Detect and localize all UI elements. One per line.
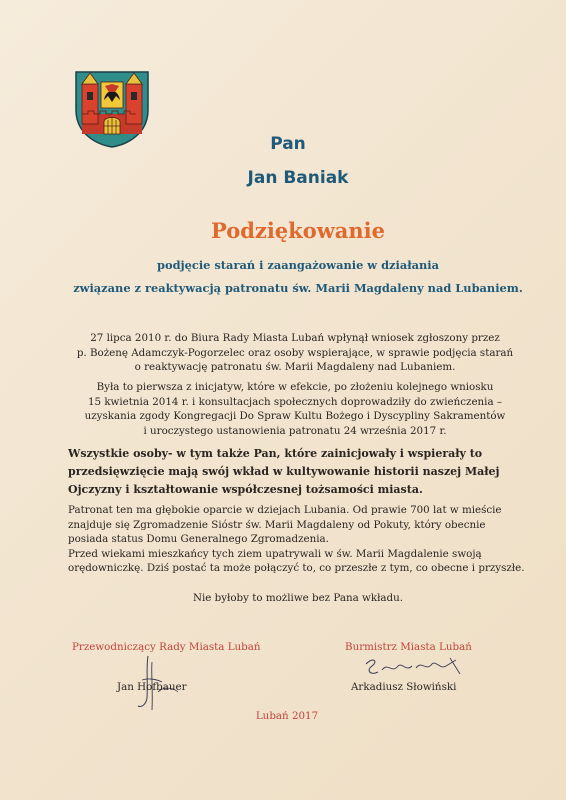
paragraph-patronage (68, 503, 538, 576)
paragraph-line: Przed wiekami mieszkańcy tych ziem upatrywali w św. Marii Magdalenie swoją (68, 547, 482, 560)
signatory-name-right: Arkadiusz Słowiński (351, 681, 457, 693)
recipient-prefix: Pan (270, 134, 306, 154)
paragraph-line: posiada status Domu Generalnego Zgromadzenia. (68, 533, 329, 545)
paragraph-line: o reaktywację patronatu św. Marii Magdaleny nad Lubaniem. (134, 361, 456, 373)
document-title: Podziękowanie (210, 218, 386, 243)
paragraph-line: znajduje się Zgromadzenie Sióstr św. Marii Magdaleny od Pokuty, który obecnie (68, 518, 486, 531)
paragraph-line: przedsięwzięcie mają swój wkład w kultywowanie historii naszej Małej (68, 465, 500, 478)
paragraph-line: orędowniczkę. Dziś postać ta może połączyć to, co przeszłe z tym, co obecne i przyszłe. (68, 562, 525, 574)
paragraph-line: Patronat ten ma głębokie oparcie w dziejach Lubania. Od prawie 700 lat w mieście (68, 504, 502, 516)
paragraph-line: Ojczyzny i kształtowanie współczesnej tożsamości miasta. (68, 483, 423, 496)
paragraph-line: p. Bożenę Adamczyk-Pogorzelec oraz osoby wspierające, w sprawie podjęcia starań (76, 346, 514, 359)
paragraph-history (60, 331, 530, 375)
paragraph-line: 15 kwietnia 2014 r. i konsultacjach społecznych doprowadziły do zwieńczenia – (87, 395, 503, 408)
place-and-date: Lubań 2017 (255, 710, 319, 722)
recipient-name: Jan Baniak (247, 168, 349, 188)
paragraph-line: Była to pierwsza z inicjatyw, które w efekcie, po złożeniu kolejnego wniosku (96, 381, 494, 393)
signatory-name-left: Jan Hofbauer (117, 681, 187, 693)
paragraph-initiative (60, 380, 530, 438)
closing-sentence: Nie byłoby to możliwe bez Pana wkładu. (192, 592, 404, 604)
handwritten-signature-right (360, 654, 470, 680)
paragraph-line: 27 lipca 2010 r. do Biura Rady Miasta Lubań wpłynął wniosek zgłoszony przez (90, 332, 500, 344)
signatory-role-right: Burmistrz Miasta Lubań (345, 641, 472, 653)
paragraph-line: Wszystkie osoby- w tym także Pan, które zainicjowały i wspierały to (68, 447, 483, 460)
signatory-role-left: Przewodniczący Rady Miasta Lubań (72, 641, 261, 653)
paragraph-acknowledgement (68, 445, 538, 499)
subtitle-line-2: związane z reaktywacją patronatu św. Marii Magdaleny nad Lubaniem. (73, 281, 523, 295)
paragraph-line: i uroczystego ustanowienia patronatu 24 września 2017 r. (143, 424, 447, 437)
paragraph-line: uzyskania zgody Kongregacji Do Spraw Kultu Bożego i Dyscypliny Sakramentów (84, 410, 506, 422)
subtitle-line-1: podjęcie starań i zaangażowanie w działania (157, 258, 439, 272)
